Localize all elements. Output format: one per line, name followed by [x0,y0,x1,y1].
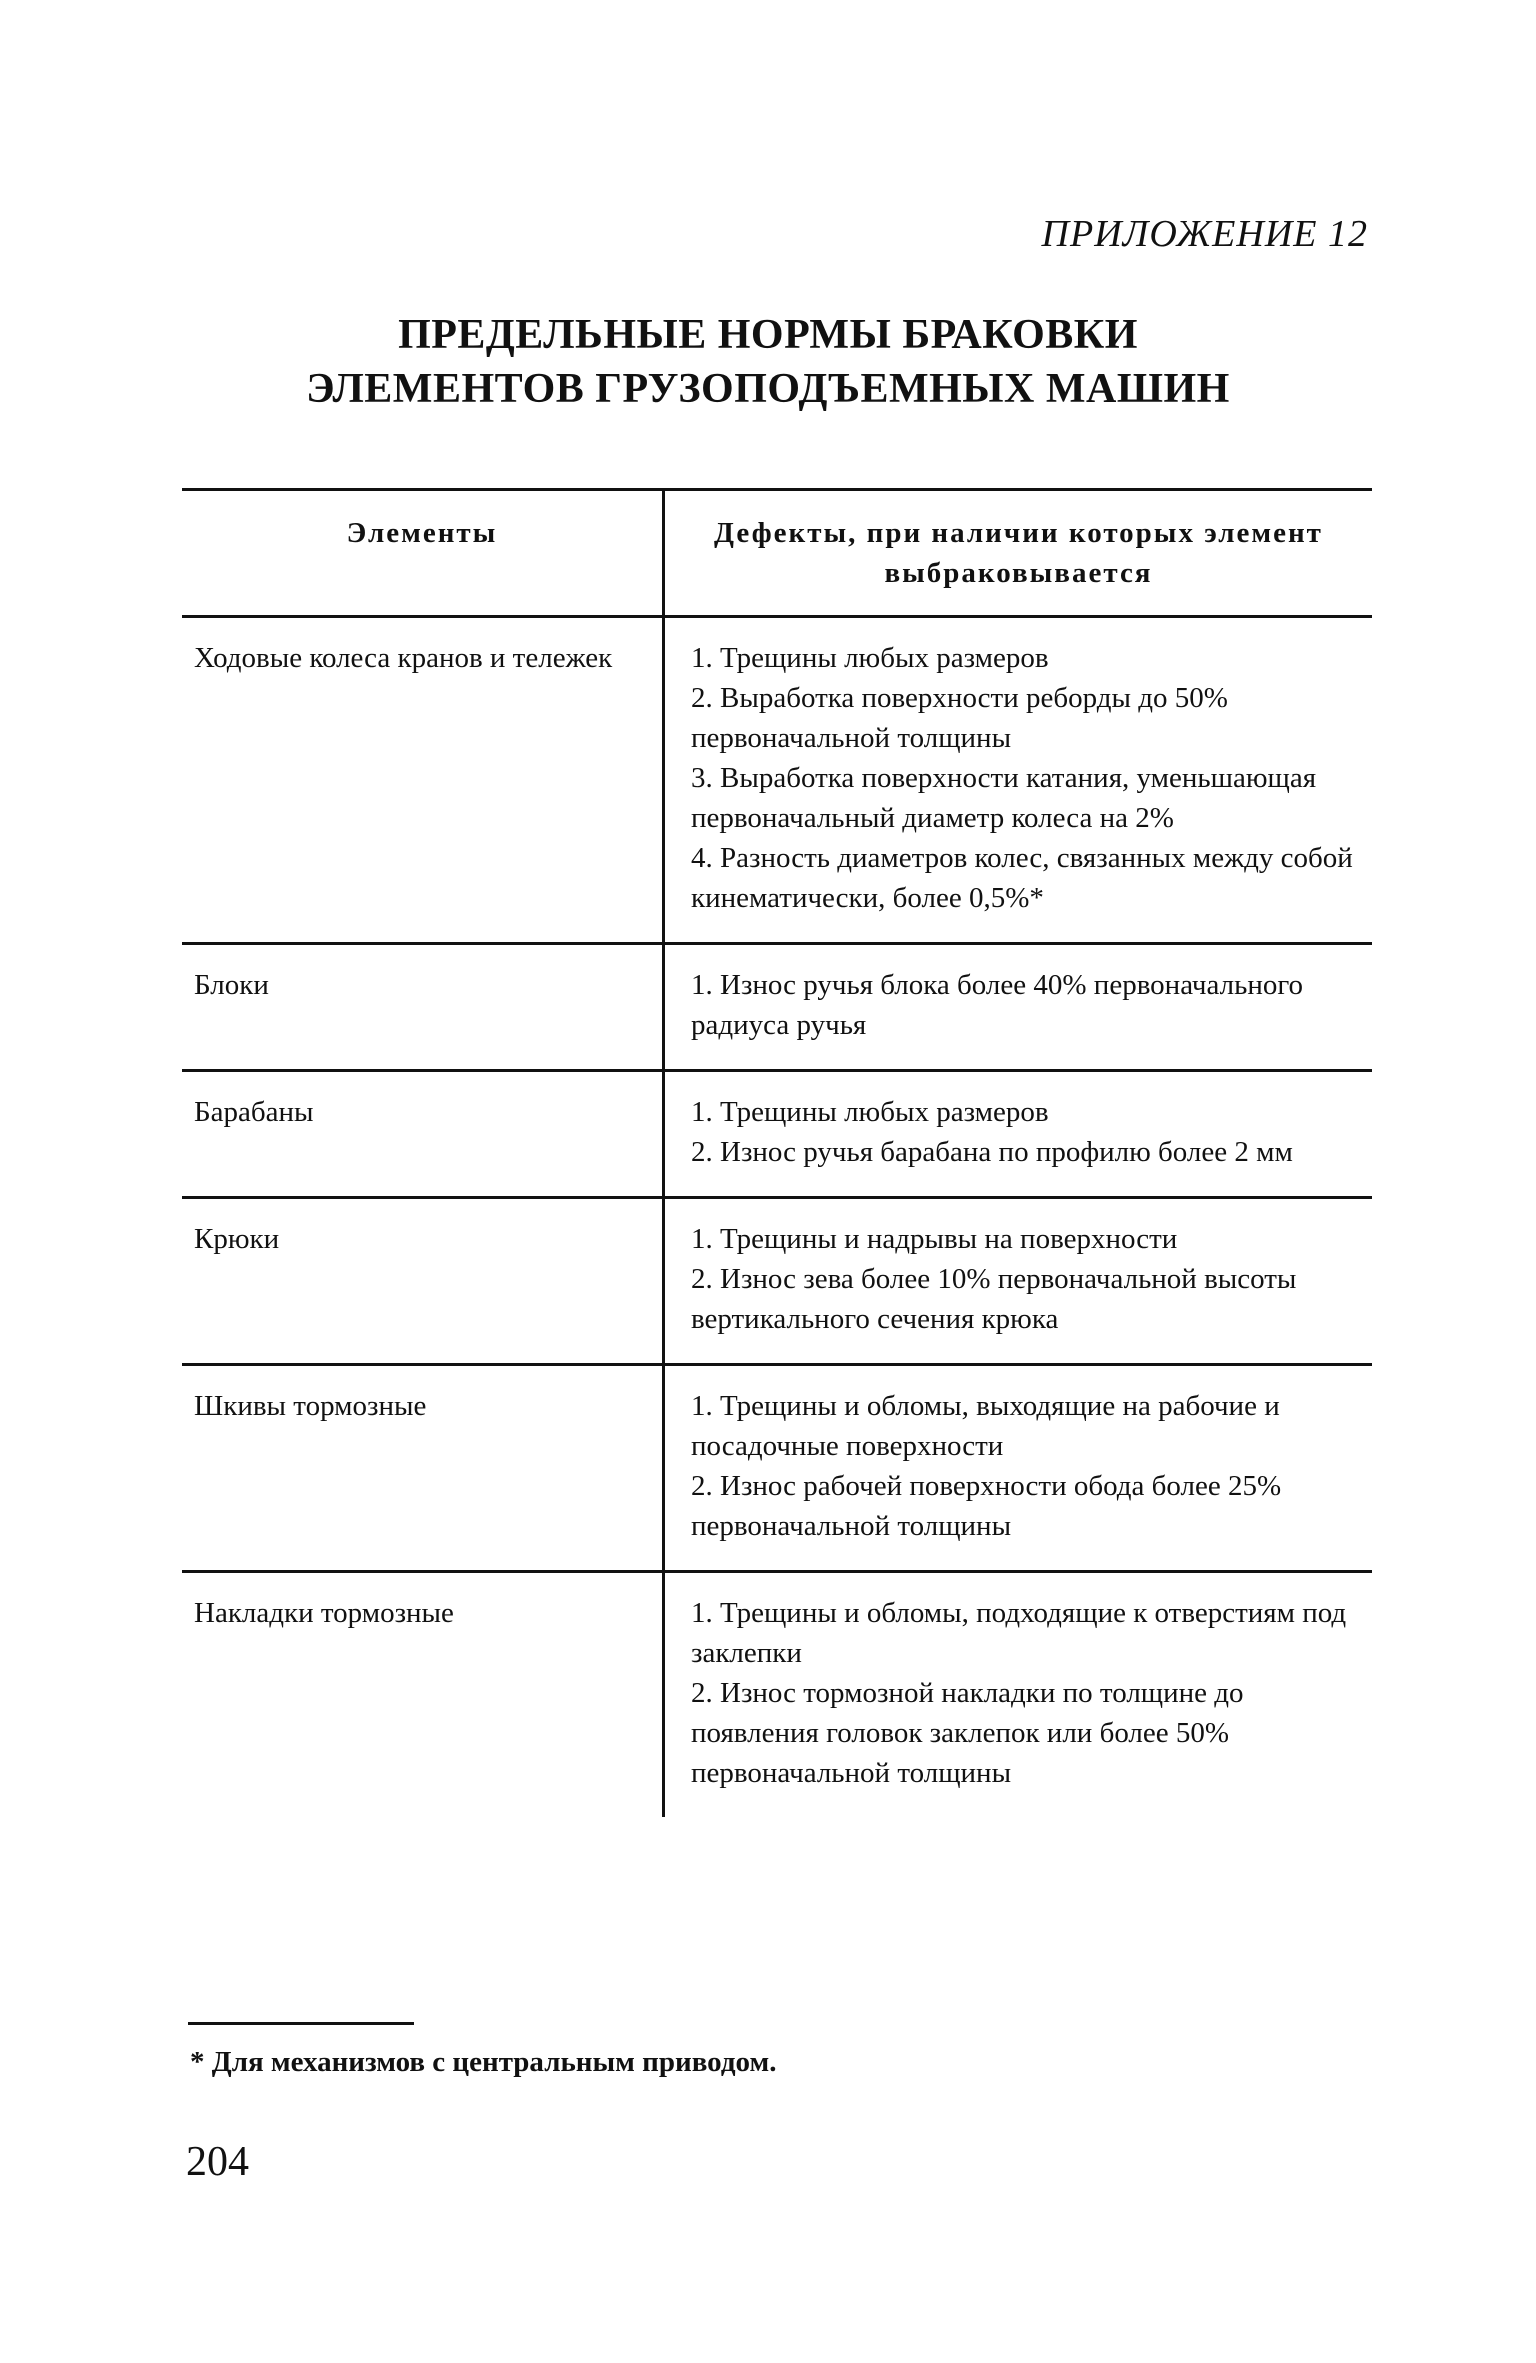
page-number: 204 [186,2139,249,2185]
table-row [182,1573,1372,1817]
rejection-norms-table [182,488,1372,1817]
appendix-label: ПРИЛОЖЕНИЕ 12 [1041,213,1368,255]
defect-item: 1. Трещины и обломы, выходящие на рабочие и посадочные поверхности [691,1390,1280,1462]
defect-item: 1. Трещины и надрывы на поверхности [691,1223,1178,1255]
defect-item: 2. Износ ручья барабана по профилю более 2 мм [691,1136,1293,1168]
defects-cell [662,1072,1372,1196]
defect-item: 3. Выработка поверхности катания, уменьшающая первоначальный диаметр колеса на 2% [691,762,1317,834]
defect-item: 2. Износ тормозной накладки по толщине до появления головок заклепок или более 50% первоначальной толщины [691,1677,1244,1789]
defects-cell [662,618,1372,942]
defects-cell [662,1199,1372,1363]
defect-item: 1. Трещины любых размеров [691,1096,1049,1128]
defects-cell [662,1366,1372,1570]
header-elements: Элементы [346,517,498,549]
element-cell: Блоки [194,969,269,1001]
defect-item: 1. Трещины любых размеров [691,642,1049,674]
table-row [182,618,1372,945]
defect-item: 2. Износ зева более 10% первоначальной высоты вертикального сечения крюка [691,1263,1297,1335]
page-title [0,308,1536,416]
table-header-row [182,491,1372,618]
defects-cell [662,1573,1372,1817]
defect-item: 4. Разность диаметров колес, связанных между собой кинематически, более 0,5%* [691,842,1353,914]
defect-item: 2. Износ рабочей поверхности обода более 25% первоначальной толщины [691,1470,1282,1542]
element-cell: Накладки тормозные [194,1597,454,1629]
footnote: * Для механизмов с центральным приводом. [190,2046,777,2078]
table-row [182,1199,1372,1366]
page-title-line-1: ПРЕДЕЛЬНЫЕ НОРМЫ БРАКОВКИ [398,312,1138,358]
table-row [182,945,1372,1072]
element-cell: Шкивы тормозные [194,1390,427,1422]
footnote-divider [188,2022,414,2025]
element-cell: Ходовые колеса кранов и тележек [194,642,613,674]
element-cell: Крюки [194,1223,280,1255]
table-row [182,1072,1372,1199]
defect-item: 1. Трещины и обломы, подходящие к отверстиям под заклепки [691,1597,1347,1669]
defects-cell [662,945,1372,1069]
defect-item: 1. Износ ручья блока более 40% первоначального радиуса ручья [691,969,1304,1041]
header-defects: Дефекты, при наличии которых элемент выбраковывается [662,491,1372,615]
element-cell: Барабаны [194,1096,314,1128]
page-title-line-2: ЭЛЕМЕНТОВ ГРУЗОПОДЪЕМНЫХ МАШИН [306,366,1230,412]
defect-item: 2. Выработка поверхности реборды до 50% первоначальной толщины [691,682,1228,754]
table-row [182,1366,1372,1573]
